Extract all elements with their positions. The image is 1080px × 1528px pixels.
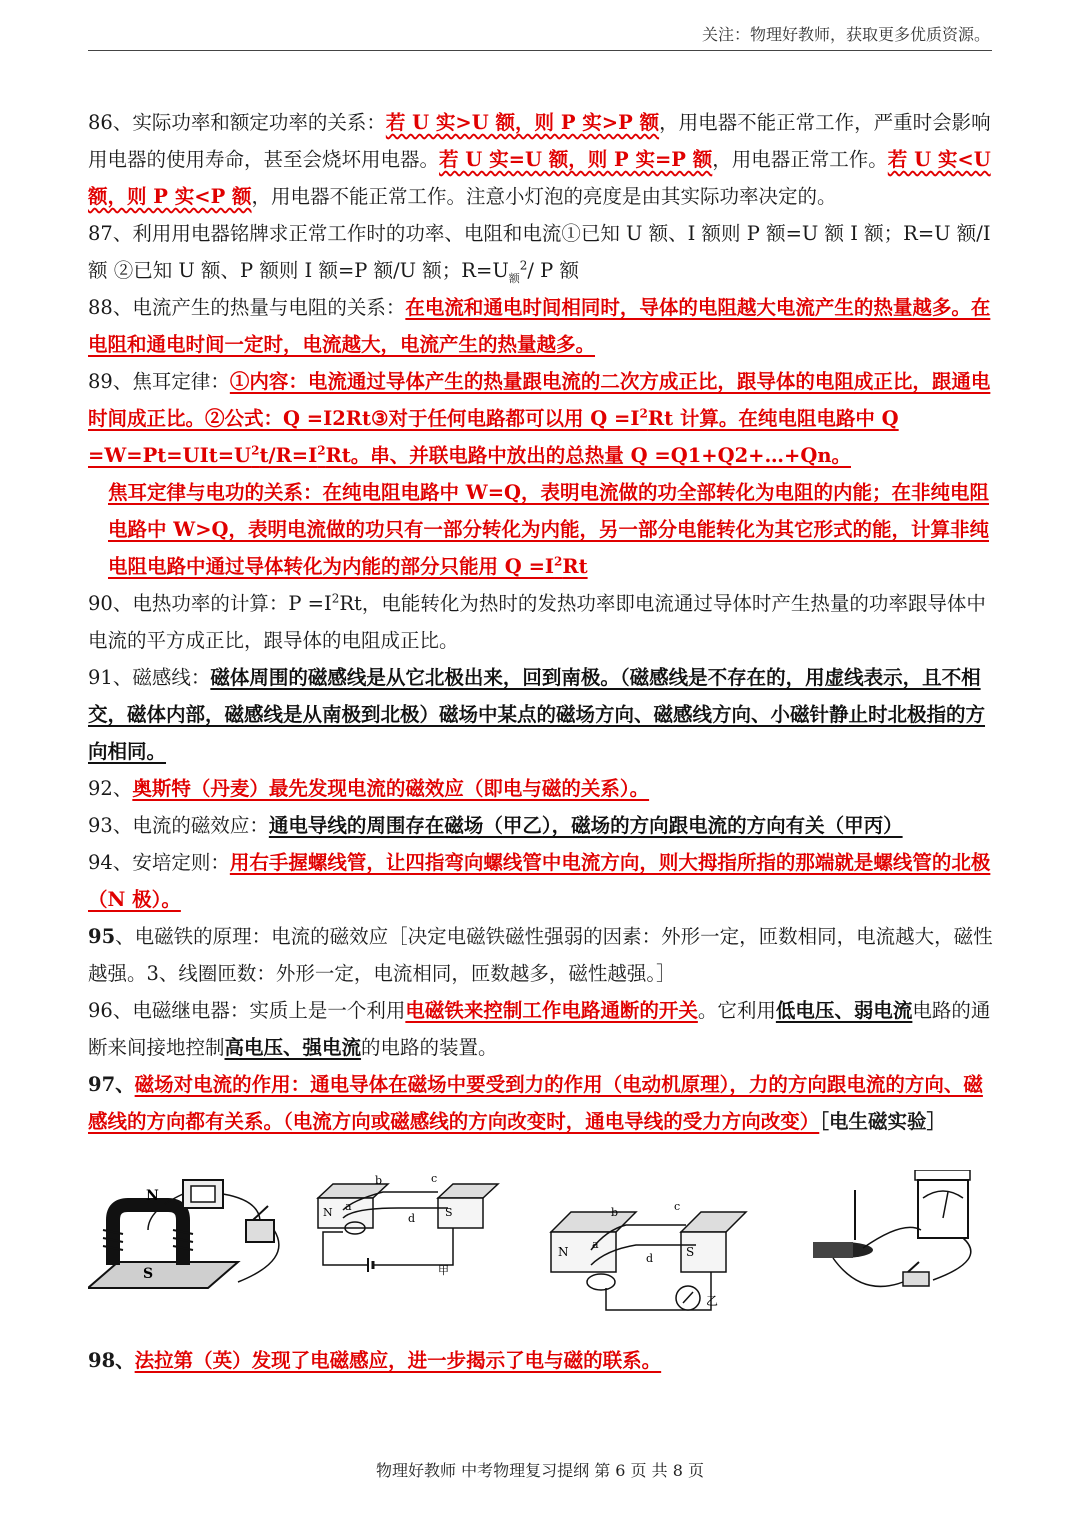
label-b: b: [375, 1174, 383, 1187]
emphasis-text: 高电压、强电流: [224, 1036, 362, 1059]
page-footer: 物理好教师 中考物理复习提纲 第 6 页 共 8 页: [376, 1461, 704, 1480]
south-label: S: [686, 1245, 695, 1259]
header-rule: [88, 50, 992, 51]
label-c: c: [431, 1172, 438, 1185]
superscript: 2: [251, 443, 260, 458]
meter-top: [915, 1170, 970, 1180]
wire: [833, 1258, 908, 1286]
highlight-text: 法拉第（英）发现了电磁感应，进一步揭示了电与磁的联系。: [134, 1349, 662, 1372]
item-number: 94、: [88, 851, 133, 874]
switch: [246, 1220, 274, 1242]
highlight-part: Rt: [562, 555, 588, 578]
item-number: 98、: [88, 1349, 135, 1372]
label-c: c: [674, 1200, 681, 1213]
item-number: 91、: [88, 666, 133, 689]
electromagnet-figure: [88, 1170, 303, 1310]
figure-label: 乙: [706, 1294, 719, 1308]
label-a: a: [345, 1200, 352, 1213]
item-88: [88, 289, 994, 363]
superscript: 2: [317, 443, 326, 458]
battery-terminal: [191, 1186, 215, 1202]
subscript: 额: [508, 271, 520, 285]
highlight-text: [108, 481, 989, 578]
header-note: 关注：物理好教师，获取更多优质资源。: [701, 25, 990, 44]
page-body: [88, 104, 994, 1140]
switch-lever: [908, 1262, 919, 1272]
item-text: 利用用电器铭牌求正常工作时的功率、电阻和电流①已知 U 额、I 额则 P 额=U 额 I 额；R=U 额/I 额 ②已知 U 额、P 额则 I 额=P 额/U 额；R=U: [88, 222, 991, 282]
item-text: ，用电器不能正常工作。注意小灯泡的亮度是由其实际功率决定的。: [251, 185, 837, 208]
item-text: ，用电器正常工作。: [712, 148, 888, 171]
highlight-part: t/R=I: [259, 444, 318, 467]
wire: [863, 1227, 921, 1248]
item-lead: 实际功率和额定功率的关系：: [132, 111, 386, 134]
superscript: 2: [519, 258, 528, 273]
highlight-part: Rt 计算。在纯电阻电路中 Q =W=Pt=UIt=U: [88, 407, 899, 467]
north-label: N: [323, 1206, 333, 1219]
item-number: 86、: [88, 111, 133, 134]
item-number: 92、: [88, 777, 133, 800]
item-90: [88, 585, 994, 659]
wire: [223, 1194, 260, 1220]
item-number: 95: [88, 925, 116, 948]
item-89-note: [88, 474, 994, 585]
item-lead: 安培定则：: [132, 851, 230, 874]
circuit-wire: [606, 1288, 676, 1310]
item-86: [88, 104, 994, 215]
item-98: [88, 1342, 994, 1379]
highlight-text: 磁场对电流的作用：通电导体在磁场中要受到力的作用（电动机原理），力的方向跟电流的方向、磁感线的方向都有关系。（电流方向或磁感线的方向改变时，通电导线的受力方向改变）: [88, 1073, 983, 1133]
item-91: [88, 659, 994, 770]
item-text: 、电磁铁的原理：电流的磁效应［决定电磁铁磁性强弱的因素：外形一定，匝数相同，电流越大，磁性越强。3、线圈匝数：外形一定，电流相同，匝数越多，磁性越强。］: [88, 925, 993, 985]
item-87: [88, 215, 994, 289]
item-lead: 磁感线：: [132, 666, 211, 689]
label-d: d: [646, 1252, 654, 1265]
item-number: 87、: [88, 222, 133, 245]
coil-body: [813, 1242, 853, 1258]
conductor-field-figure-a: [313, 1170, 503, 1280]
item-number: 96、: [88, 999, 133, 1022]
item-text: / P 额: [527, 259, 579, 282]
circuit-wire: [323, 1232, 368, 1265]
highlight-text: 若 U 实=U 额，则 P 实=P 额: [439, 148, 713, 171]
circuit-wire: [373, 1228, 453, 1265]
induction-meter-figure: [803, 1170, 994, 1315]
label-a: a: [592, 1238, 599, 1251]
item-lead: 电流的磁效应：: [132, 814, 269, 837]
item-98-block: [88, 1342, 994, 1379]
item-text: 的电路的装置。: [361, 1036, 498, 1059]
item-lead: 电流产生的热量与电阻的关系：: [132, 296, 406, 319]
item-number: 90、: [88, 592, 133, 615]
meter-body: [918, 1180, 968, 1238]
item-number: 97、: [88, 1073, 135, 1096]
highlight-part: ①内容：电流通过导体产生的热量跟电流的二次方成正比，跟导体的电阻成正比，跟通电时间成正比。②公式：Q =I2Rt③对于任何电路都可以用 Q =I: [88, 370, 991, 430]
emphasis-text: 低电压、弱电流: [775, 999, 913, 1022]
item-92: [88, 770, 994, 807]
highlight-part: Rt。串、并联电路中放出的总热量 Q =Q1+Q2+…+Qn。: [325, 444, 851, 467]
figure-label: 甲: [438, 1264, 449, 1277]
highlight-text: 在电流和通电时间相同时，导体的电阻越大电流产生的热量越多。在电阻和通电时间一定时，电流越大，电流产生的热量越多。: [88, 296, 991, 356]
item-number: 93、: [88, 814, 133, 837]
wire: [933, 1238, 971, 1280]
emphasis-text: 通电导线的周围存在磁场（甲乙），磁场的方向跟电流的方向有关（甲丙）: [268, 814, 903, 837]
item-95: [88, 918, 994, 992]
item-96: [88, 992, 994, 1066]
figure-base: [88, 1262, 238, 1288]
magnet-top: [681, 1212, 746, 1232]
magnet-top: [551, 1212, 636, 1232]
label-b: b: [611, 1206, 619, 1219]
item-97: [88, 1066, 994, 1140]
item-94: [88, 844, 994, 918]
emphasis-text: 磁体周围的磁感线是从它北极出来，回到南极。（磁感线是不存在的，用虚线表示，且不相交，磁体内部，磁感线是从南极到北极）磁场中某点的磁场方向、磁感线方向、小磁针静止时北极指的方向相同。: [88, 666, 986, 763]
item-lead: 焦耳定律：: [132, 370, 230, 393]
north-label: N: [146, 1188, 159, 1204]
item-number: 88、: [88, 296, 133, 319]
conductor-field-figure-b: [546, 1170, 751, 1330]
highlight-text: 奥斯特（丹麦）最先发现电流的磁效应（即电与磁的关系）。: [132, 777, 650, 800]
item-93: [88, 807, 994, 844]
highlight-text: 若 U 实<U 额，则 P 实<P 额: [88, 148, 991, 208]
item-89: [88, 363, 994, 474]
switch: [903, 1272, 929, 1286]
item-text: ［电生磁实验］: [819, 1110, 947, 1133]
superscript: 2: [554, 554, 563, 569]
item-text: Rt，电能转化为热时的发热功率即电流通过导体时产生热量的功率跟导体中电流的平方成正比，跟导体的电阻成正比。: [88, 592, 986, 652]
item-text: 电磁继电器：实质上是一个利用: [132, 999, 406, 1022]
label-d: d: [408, 1212, 416, 1225]
item-text: ，用电器不能正常工作，严重时会影响用电器的使用寿命，甚至会烧坏用电器。: [88, 111, 991, 171]
item-text: 电路的通断来间接地控制: [88, 999, 991, 1059]
south-label: S: [445, 1206, 453, 1219]
u-magnet: [113, 1205, 183, 1265]
highlight-text: 若 U 实>U 额，则 P 实>P 额: [385, 111, 660, 134]
item-text: 电热功率的计算：P =I: [132, 592, 332, 615]
highlight-text: 用右手握螺线管，让四指弯向螺线管中电流方向，则大拇指所指的那端就是螺线管的北极（N 极）。: [88, 851, 991, 911]
north-label: N: [558, 1245, 569, 1259]
item-number: 89、: [88, 370, 133, 393]
coil-ring: [587, 1274, 615, 1290]
item-text: 。它利用: [697, 999, 776, 1022]
south-label: S: [143, 1266, 154, 1282]
highlight-text: 电磁铁来控制工作电路通断的开关: [405, 999, 698, 1022]
superscript: 2: [331, 591, 340, 606]
magnet-top: [438, 1184, 498, 1198]
highlight-part: 焦耳定律与电功的关系：在纯电阻电路中 W=Q，表明电流做的功全部转化为电阻的内能；在非纯电阻电路中 W>Q，表明电流做的功只有一部分转化为内能，另一部分电能转化为其它形式的能，计算非纯电阻电路中通过导体转化为内能的部分只能用 Q =I: [108, 481, 990, 578]
superscript: 2: [639, 406, 648, 421]
figure-row: [88, 1170, 994, 1330]
